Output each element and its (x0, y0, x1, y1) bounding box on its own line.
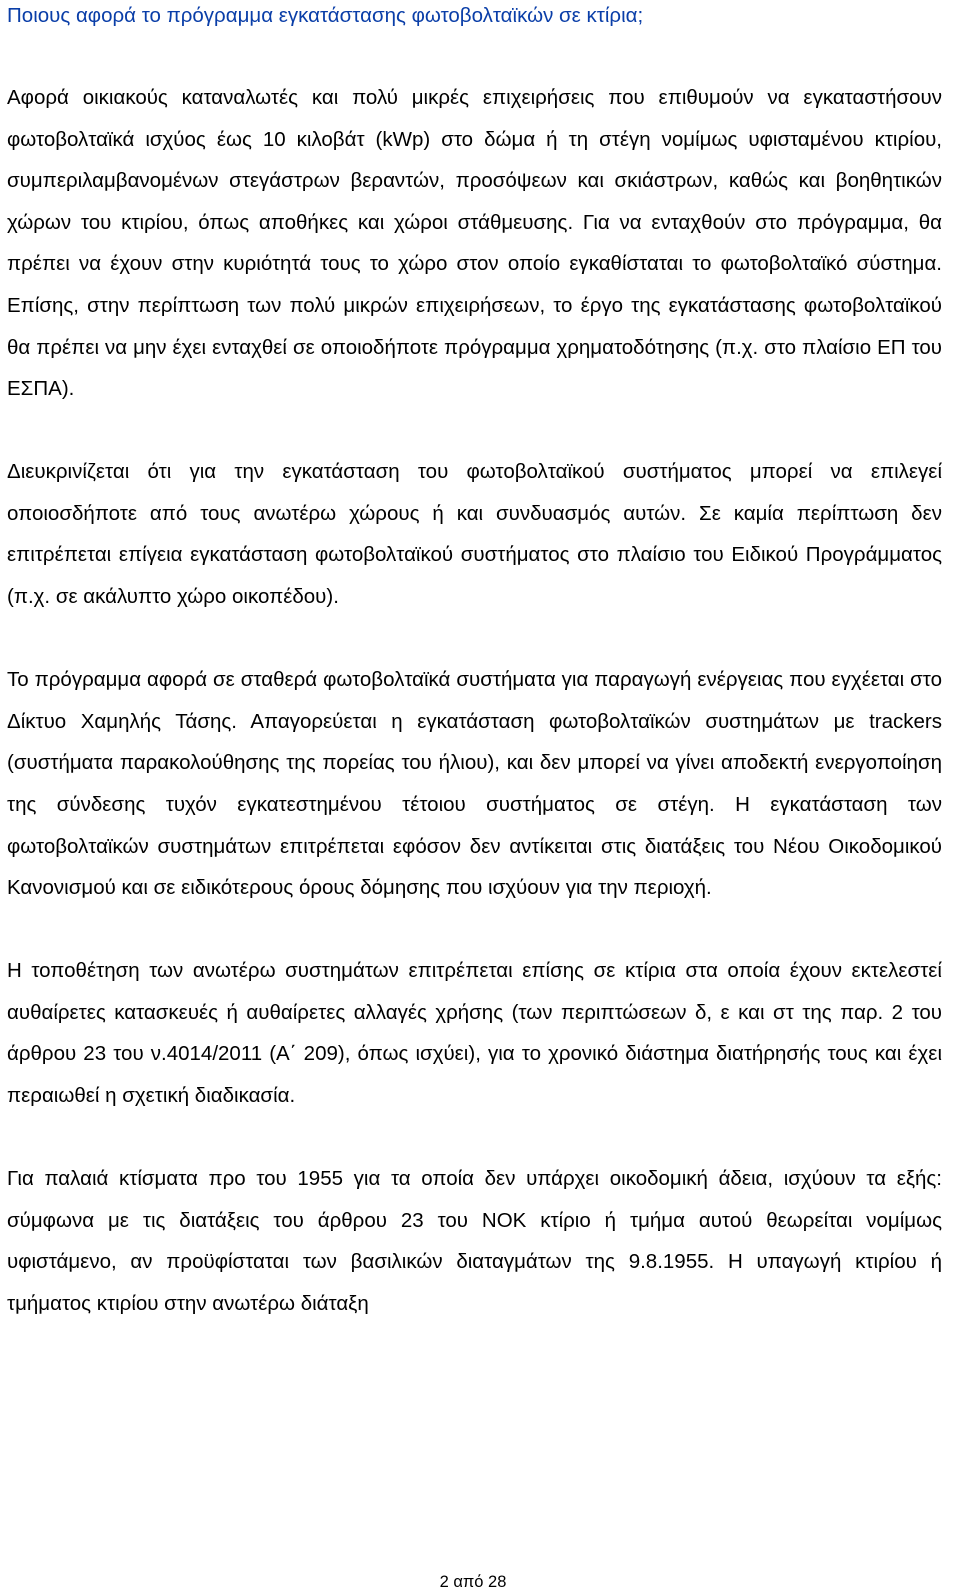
document-body (7, 77, 942, 1366)
section-heading: Ποιους αφορά το πρόγραμμα εγκατάστασης φωτοβολταϊκών σε κτίρια; (7, 4, 644, 27)
page-number: 2 από 28 (439, 1573, 507, 1591)
paragraph-installation-location: Διευκρινίζεται ότι για την εγκατάσταση του φωτοβολταϊκού συστήματος μπορεί να επιλεγεί οποιοσδήποτε από τους ανωτέρω χώρους ή και συνδυασμός αυτών. Σε καμία περίπτωση δεν επιτρέπεται επίγεια εγκατάσταση φωτοβολταϊκού συστήματος στο πλαίσιο του Ειδικού Προγράμματος (π.χ. σε ακάλυπτο χώρο οικοπέδου). (7, 460, 942, 609)
paragraph-eligibility: Αφορά οικιακούς καταναλωτές και πολύ μικρές επιχειρήσεις που επιθυμούν να εγκαταστήσουν φωτοβολταϊκά ισχύος έως 10 κιλοβάτ (kWp) στο δώμα ή τη στέγη νομίμως υφισταμένου κτιρίου, συμπεριλαμβανομένων στεγάστρων βεραντών, προσόψεων και σκιάστρων, καθώς και βοηθητικών χώρων του κτιρίου, όπως αποθήκες και χώροι στάθμευσης. Για να ενταχθούν στο πρόγραμμα, θα πρέπει να έχουν στην κυριότητά τους το χώρο στον οποίο εγκαθίσταται το φωτοβολταϊκό σύστημα. Επίσης, στην περίπτωση των πολύ μικρών επιχειρήσεων, το έργο της εγκατάστασης φωτοβολταϊκού θα πρέπει να μην έχει ενταχθεί σε οποιοδήποτε πρόγραμμα χρηματοδότησης (π.χ. στο πλαίσιο ΕΠ του ΕΣΠΑ). (7, 86, 942, 401)
paragraph-fixed-systems: Το πρόγραμμα αφορά σε σταθερά φωτοβολταϊκά συστήματα για παραγωγή ενέργειας που εγχέεται στο Δίκτυο Χαμηλής Τάσης. Απαγορεύεται η εγκατάσταση φωτοβολταϊκών συστημάτων με trackers (συστήματα παρακολούθησης της πορείας του ήλιου), και δεν μπορεί να γίνει αποδεκτή ενεργοποίηση της σύνδεσης τυχόν εγκατεστημένου τέτοιου συστήματος σε στέγη. Η εγκατάσταση των φωτοβολταϊκών συστημάτων επιτρέπεται εφόσον δεν αντίκειται στις διατάξεις του Νέου Οικοδομικού Κανονισμού και σε ειδικότερους όρους δόμησης που ισχύουν για την περιοχή. (7, 668, 942, 900)
paragraph-unauthorized-constructions: Η τοποθέτηση των ανωτέρω συστημάτων επιτρέπεται επίσης σε κτίρια στα οποία έχουν εκτελεστεί αυθαίρετες κατασκευές ή αυθαίρετες αλλαγές χρήσης (των περιπτώσεων δ, ε και στ της παρ. 2 του άρθρου 23 του ν.4014/2011 (Α΄ 209), όπως ισχύει), για το χρονικό διάστημα διατήρησής τους και έχει περαιωθεί η σχετική διαδικασία. (7, 959, 942, 1107)
paragraph-pre-1955-buildings: Για παλαιά κτίσματα προ του 1955 για τα οποία δεν υπάρχει οικοδομική άδεια, ισχύουν τα εξής: σύμφωνα με τις διατάξεις του άρθρου 23 του ΝΟΚ κτίριο ή τμήμα αυτού θεωρείται νομίμως υφιστάμενο, αν προϋφίσταται των βασιλικών διαταγμάτων της 9.8.1955. Η υπαγωγή κτιρίου ή τμήματος κτιρίου στην ανωτέρω διάταξη (7, 1167, 942, 1315)
